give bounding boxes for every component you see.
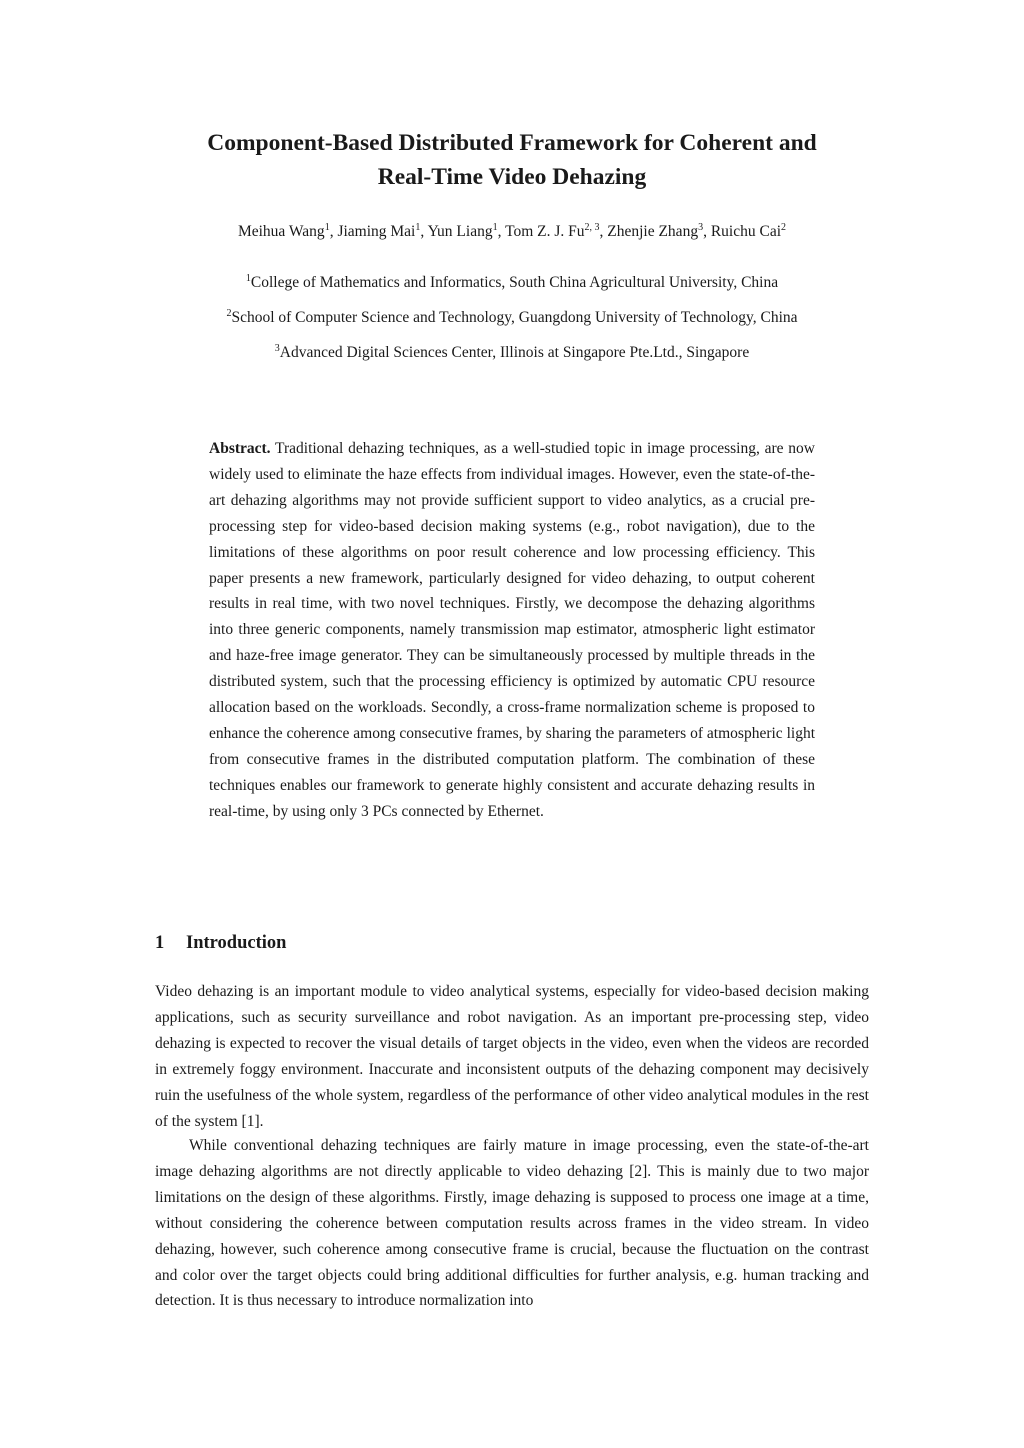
- paper-title: [150, 126, 874, 194]
- affiliation-3: [100, 341, 924, 365]
- author-name: Meihua Wang: [237, 223, 325, 240]
- author-affiliation-mark: 2: [781, 222, 787, 233]
- author-name: Yun Liang: [427, 223, 493, 240]
- author-list: [100, 220, 924, 244]
- affiliation-number: 3: [274, 343, 280, 354]
- author-affiliation-mark: 1: [492, 222, 498, 233]
- affiliation-2: [100, 306, 924, 330]
- title-line-2: Real-Time Video Dehazing: [377, 164, 647, 190]
- affiliation-number: 2: [226, 308, 232, 319]
- author-affiliation-mark: 1: [415, 222, 421, 233]
- abstract-text: Traditional dehazing techniques, as a well-studied topic in image processing, are now widely used to eliminate the haze effects from individual images. However, even the state-of-the-art dehazing algorithms may not provide sufficient support to video analytics, as a crucial pre-processing step for video-based decision making systems (e.g., robot navigation), due to the limitations of these algorithms on poor result coherence and low processing efficiency. This paper presents a new framework, particularly designed for video dehazing, to output coherent results in real time, with two novel techniques. Firstly, we decompose the dehazing algorithms into three generic components, namely transmission map estimator, atmospheric light estimator and haze-free image generator. They can be simultaneously processed by multiple threads in the distributed system, such that the processing efficiency is optimized by automatic CPU resource allocation based on the workloads. Secondly, a cross-frame normalization scheme is proposed to enhance the coherence among consecutive frames, by sharing the parameters of atmospheric light from consecutive frames in the distributed computation platform. The combination of these techniques enables our framework to generate highly consistent and accurate dehazing results in real-time, by using only 3 PCs connected by Ethernet.: [209, 440, 815, 820]
- section-number: 1: [155, 933, 165, 953]
- affiliation-number: 1: [245, 273, 251, 284]
- affiliation-text: Advanced Digital Sciences Center, Illinois at Singapore Pte.Ltd., Singapore: [279, 344, 750, 361]
- author-separator: ,: [599, 223, 608, 240]
- section-title: Introduction: [186, 933, 287, 953]
- author-separator: ,: [497, 223, 506, 240]
- author-separator: ,: [703, 223, 711, 240]
- body-paragraph-2: While conventional dehazing techniques are fairly mature in image processing, even the state-of-the-art image dehazing algorithms are not directly applicable to video dehazing [2]. This is mainly due to two major limitations on the design of these algorithms. Firstly, image dehazing is supposed to process one image at a time, without considering the coherence between computation results across frames in the video stream. In video dehazing, however, such coherence among consecutive frame is crucial, because the fluctuation on the contrast and color over the target objects could bring additional difficulties for further analysis, e.g. human tracking and detection. It is thus necessary to introduce normalization into: [155, 1137, 869, 1310]
- title-line-1: Component-Based Distributed Framework for Coherent and: [207, 130, 817, 156]
- author-affiliation-mark: 1: [324, 222, 330, 233]
- abstract-label: Abstract.: [209, 440, 271, 457]
- author-name: Ruichu Cai: [710, 223, 782, 240]
- author-name: Jiaming Mai: [337, 223, 416, 240]
- abstract: [209, 436, 815, 825]
- author-name: Tom Z. J. Fu: [505, 223, 585, 240]
- author-affiliation-mark: 3: [698, 222, 704, 233]
- affiliation-1: [100, 271, 924, 295]
- author-affiliation-mark: 2, 3: [584, 222, 600, 233]
- affiliation-text: College of Mathematics and Informatics, South China Agricultural University, China: [250, 274, 779, 291]
- author-separator: ,: [420, 223, 428, 240]
- author-name: Zhenjie Zhang: [607, 223, 699, 240]
- section-heading: [155, 929, 286, 957]
- body-paragraph-1: Video dehazing is an important module to video analytical systems, especially for video-based decision making applications, such as security surveillance and robot navigation. As an important pre-processing step, video dehazing is expected to recover the visual details of target objects in the video, even when the videos are recorded in extremely foggy environment. Inaccurate and inconsistent outputs of the dehazing component may decisively ruin the usefulness of the whole system, regardless of the performance of other video analytical modules in the rest of the system [1].: [155, 983, 869, 1130]
- author-separator: ,: [329, 223, 338, 240]
- affiliation-text: School of Computer Science and Technology, Guangdong University of Technology, China: [231, 309, 798, 326]
